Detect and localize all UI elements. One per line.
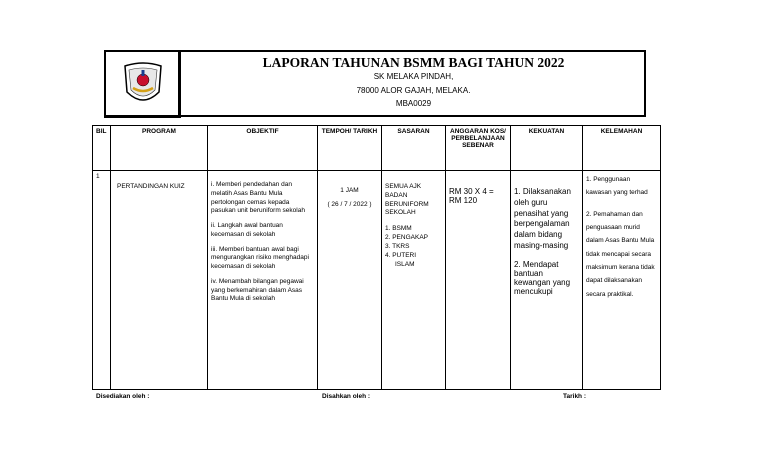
sasaran-item: 2. PENGAKAP [385, 234, 428, 242]
col-header-sasaran: SASARAN [382, 126, 446, 171]
col-header-tempoh: TEMPOH/ TARIKH [318, 126, 382, 171]
approved-by-label: Disahkan oleh : [322, 393, 371, 400]
kekuatan-item: 1. Dilaksanakan oleh guru penasihat yang berpengalaman dalam bidang masing-masing [514, 187, 571, 250]
kekuatan-item: 2. Mendapat bantuan kewangan yang mencukupi [514, 259, 571, 297]
report-title: LAPORAN TAHUNAN BSMM BAGI TAHUN 2022 [262, 55, 565, 70]
sasaran-intro: SEMUA AJK BADAN BERUNIFORM SEKOLAH [385, 183, 429, 217]
kelemahan-item: 1. Penggunaan kawasan yang terhad [586, 176, 648, 197]
sasaran-item: 3. TKRS [385, 243, 410, 251]
cell-kos: RM 30 X 4 = RM 120 [446, 171, 511, 390]
school-logo [104, 50, 181, 118]
col-header-program: PROGRAM [111, 126, 208, 171]
col-header-bil: BIL [93, 126, 111, 171]
objektif-item: i. Memberi pendedahan dan melatih Asas Bantu Mula pertolongan cemas kepada pasukan unit beruniform sekolah [211, 181, 305, 215]
report-table [92, 125, 661, 390]
cell-objektif [208, 171, 318, 390]
sasaran-item: 1. BSMM [385, 225, 412, 233]
objektif-item: iv. Menambah bilangan pegawai yang berkemahiran dalam Asas Bantu Mula di sekolah [211, 277, 304, 303]
tempoh-duration: 1 JAM [340, 187, 359, 194]
cell-sasaran [382, 171, 446, 390]
sasaran-item: ISLAM [395, 261, 415, 269]
tempoh-date: ( 26 / 7 / 2022 ) [327, 200, 372, 208]
sasaran-item: 4. PUTERI [385, 252, 417, 260]
col-header-kekuatan: KEKUATAN [511, 126, 583, 171]
prepared-by-label: Disediakan oleh : [96, 393, 150, 400]
date-label: Tarikh : [563, 393, 586, 400]
cell-program: PERTANDINGAN KUIZ [111, 171, 208, 390]
kelemahan-item: 2. Pemahaman dan penguasaan murid dalam Asas Bantu Mula tidak mencapai secara maksimum kerana tidak dapat dilaksanakan secara praktikal. [586, 210, 655, 298]
objektif-item: ii. Langkah awal bantuan kecemasan di sekolah [211, 222, 283, 238]
objektif-item: iii. Memberi bantuan awal bagi mengurangkan risiko menghadapi kecemasan di sekolah [211, 245, 309, 271]
col-header-kelemahan: KELEMAHAN [583, 126, 661, 171]
cell-bil: 1 [93, 171, 111, 390]
table-header-row [93, 126, 661, 171]
cell-kekuatan [511, 171, 583, 390]
sasaran-list [385, 224, 442, 269]
school-code: MBA0029 [395, 99, 432, 108]
school-address: 78000 ALOR GAJAH, MELAKA. [356, 86, 471, 95]
table-row [93, 171, 661, 390]
school-name: SK MELAKA PINDAH, [373, 72, 454, 81]
cell-tempoh [318, 171, 382, 390]
col-header-objektif: OBJEKTIF [208, 126, 318, 171]
cell-kelemahan [583, 171, 661, 390]
col-header-kos: ANGGARAN KOS/ PERBELANJAAN SEBENAR [446, 126, 511, 171]
school-crest-icon [121, 58, 165, 110]
